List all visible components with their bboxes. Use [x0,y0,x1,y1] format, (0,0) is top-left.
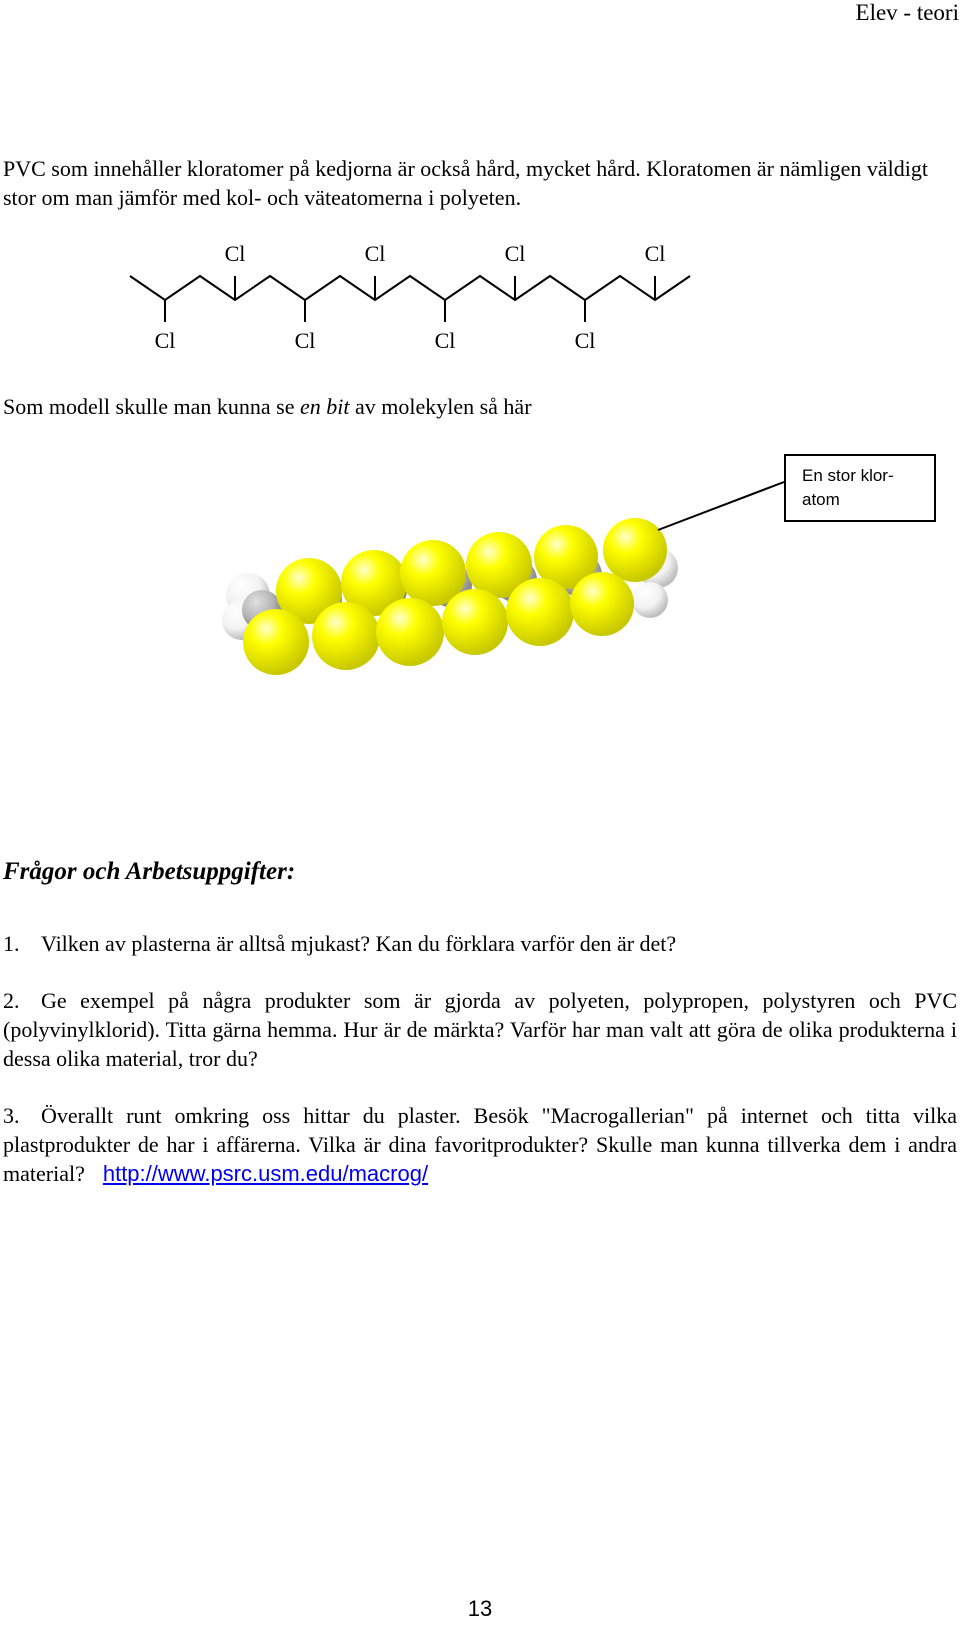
question-item [3,1101,957,1188]
question-text: Vilken av plasterna är alltså mjukast? Kan du förklara varför den är det? [41,931,677,956]
cl-top-4: Cl [644,241,666,266]
macrogallerian-link[interactable]: http://www.psrc.usm.edu/macrog/ [102,1161,429,1186]
model-caption-start: Som modell skulle man kunna se [3,394,300,419]
question-number: 2. [3,988,20,1013]
chlorine-atom [376,598,444,666]
question-item [3,986,957,1073]
model-caption [3,394,532,420]
page-number: 13 [467,1596,493,1621]
question-text: Ge exempel på några produkter som är gjorda av polyeten, polypropen, polystyren och PVC (polyvinylklorid). Titta gärna hemma. Hur är de märkta? Varför har man valt att göra de olika produkterna i dessa olika material, tror du? [3,988,957,1071]
cl-top-1: Cl [224,241,246,266]
model-caption-emphasis: en bit [299,394,350,419]
cl-bottom-4: Cl [574,328,596,353]
chlorine-atom [243,609,309,675]
hydrogen-atom [632,582,668,618]
question-number: 1. [3,931,20,956]
chlorine-atom [312,602,380,670]
chlorine-atom [506,578,574,646]
cl-bottom-2: Cl [294,328,316,353]
callout-line-2: atom [802,490,840,509]
callout-line-1: En stor klor- [802,466,894,485]
page-header-title: Elev - teori [855,0,959,25]
pvc-backbone [130,276,690,300]
intro-paragraph: PVC som innehåller kloratomer på kedjorna är också hård, mycket hård. Kloratomen är nämligen väldigt stor om man jämför med kol- och väteatomerna i polyeten. [3,156,928,210]
question-item [3,929,957,958]
question-text: Överallt runt omkring oss hittar du plaster. Besök "Macrogallerian" på internet och titta vilka plastprodukter de har i affärerna. Vilka är dina favoritprodukter? Skulle man kunna tillverka dem i andra material? [3,1103,957,1186]
cl-top-3: Cl [504,241,526,266]
chlorine-atom-callout [784,454,936,522]
pvc-chain-diagram [120,240,740,370]
chlorine-atom [570,572,634,636]
callout-pointer-line [658,482,784,530]
model-caption-end: av molekylen så här [349,394,532,419]
chlorine-atom-large-callout [603,518,667,582]
cl-bottom-3: Cl [434,328,456,353]
questions-heading: Frågor och Arbetsuppgifter: [3,858,296,885]
cl-top-2: Cl [364,241,386,266]
chlorine-atom [442,589,508,655]
question-number: 3. [3,1103,20,1128]
cl-bottom-1: Cl [154,328,176,353]
